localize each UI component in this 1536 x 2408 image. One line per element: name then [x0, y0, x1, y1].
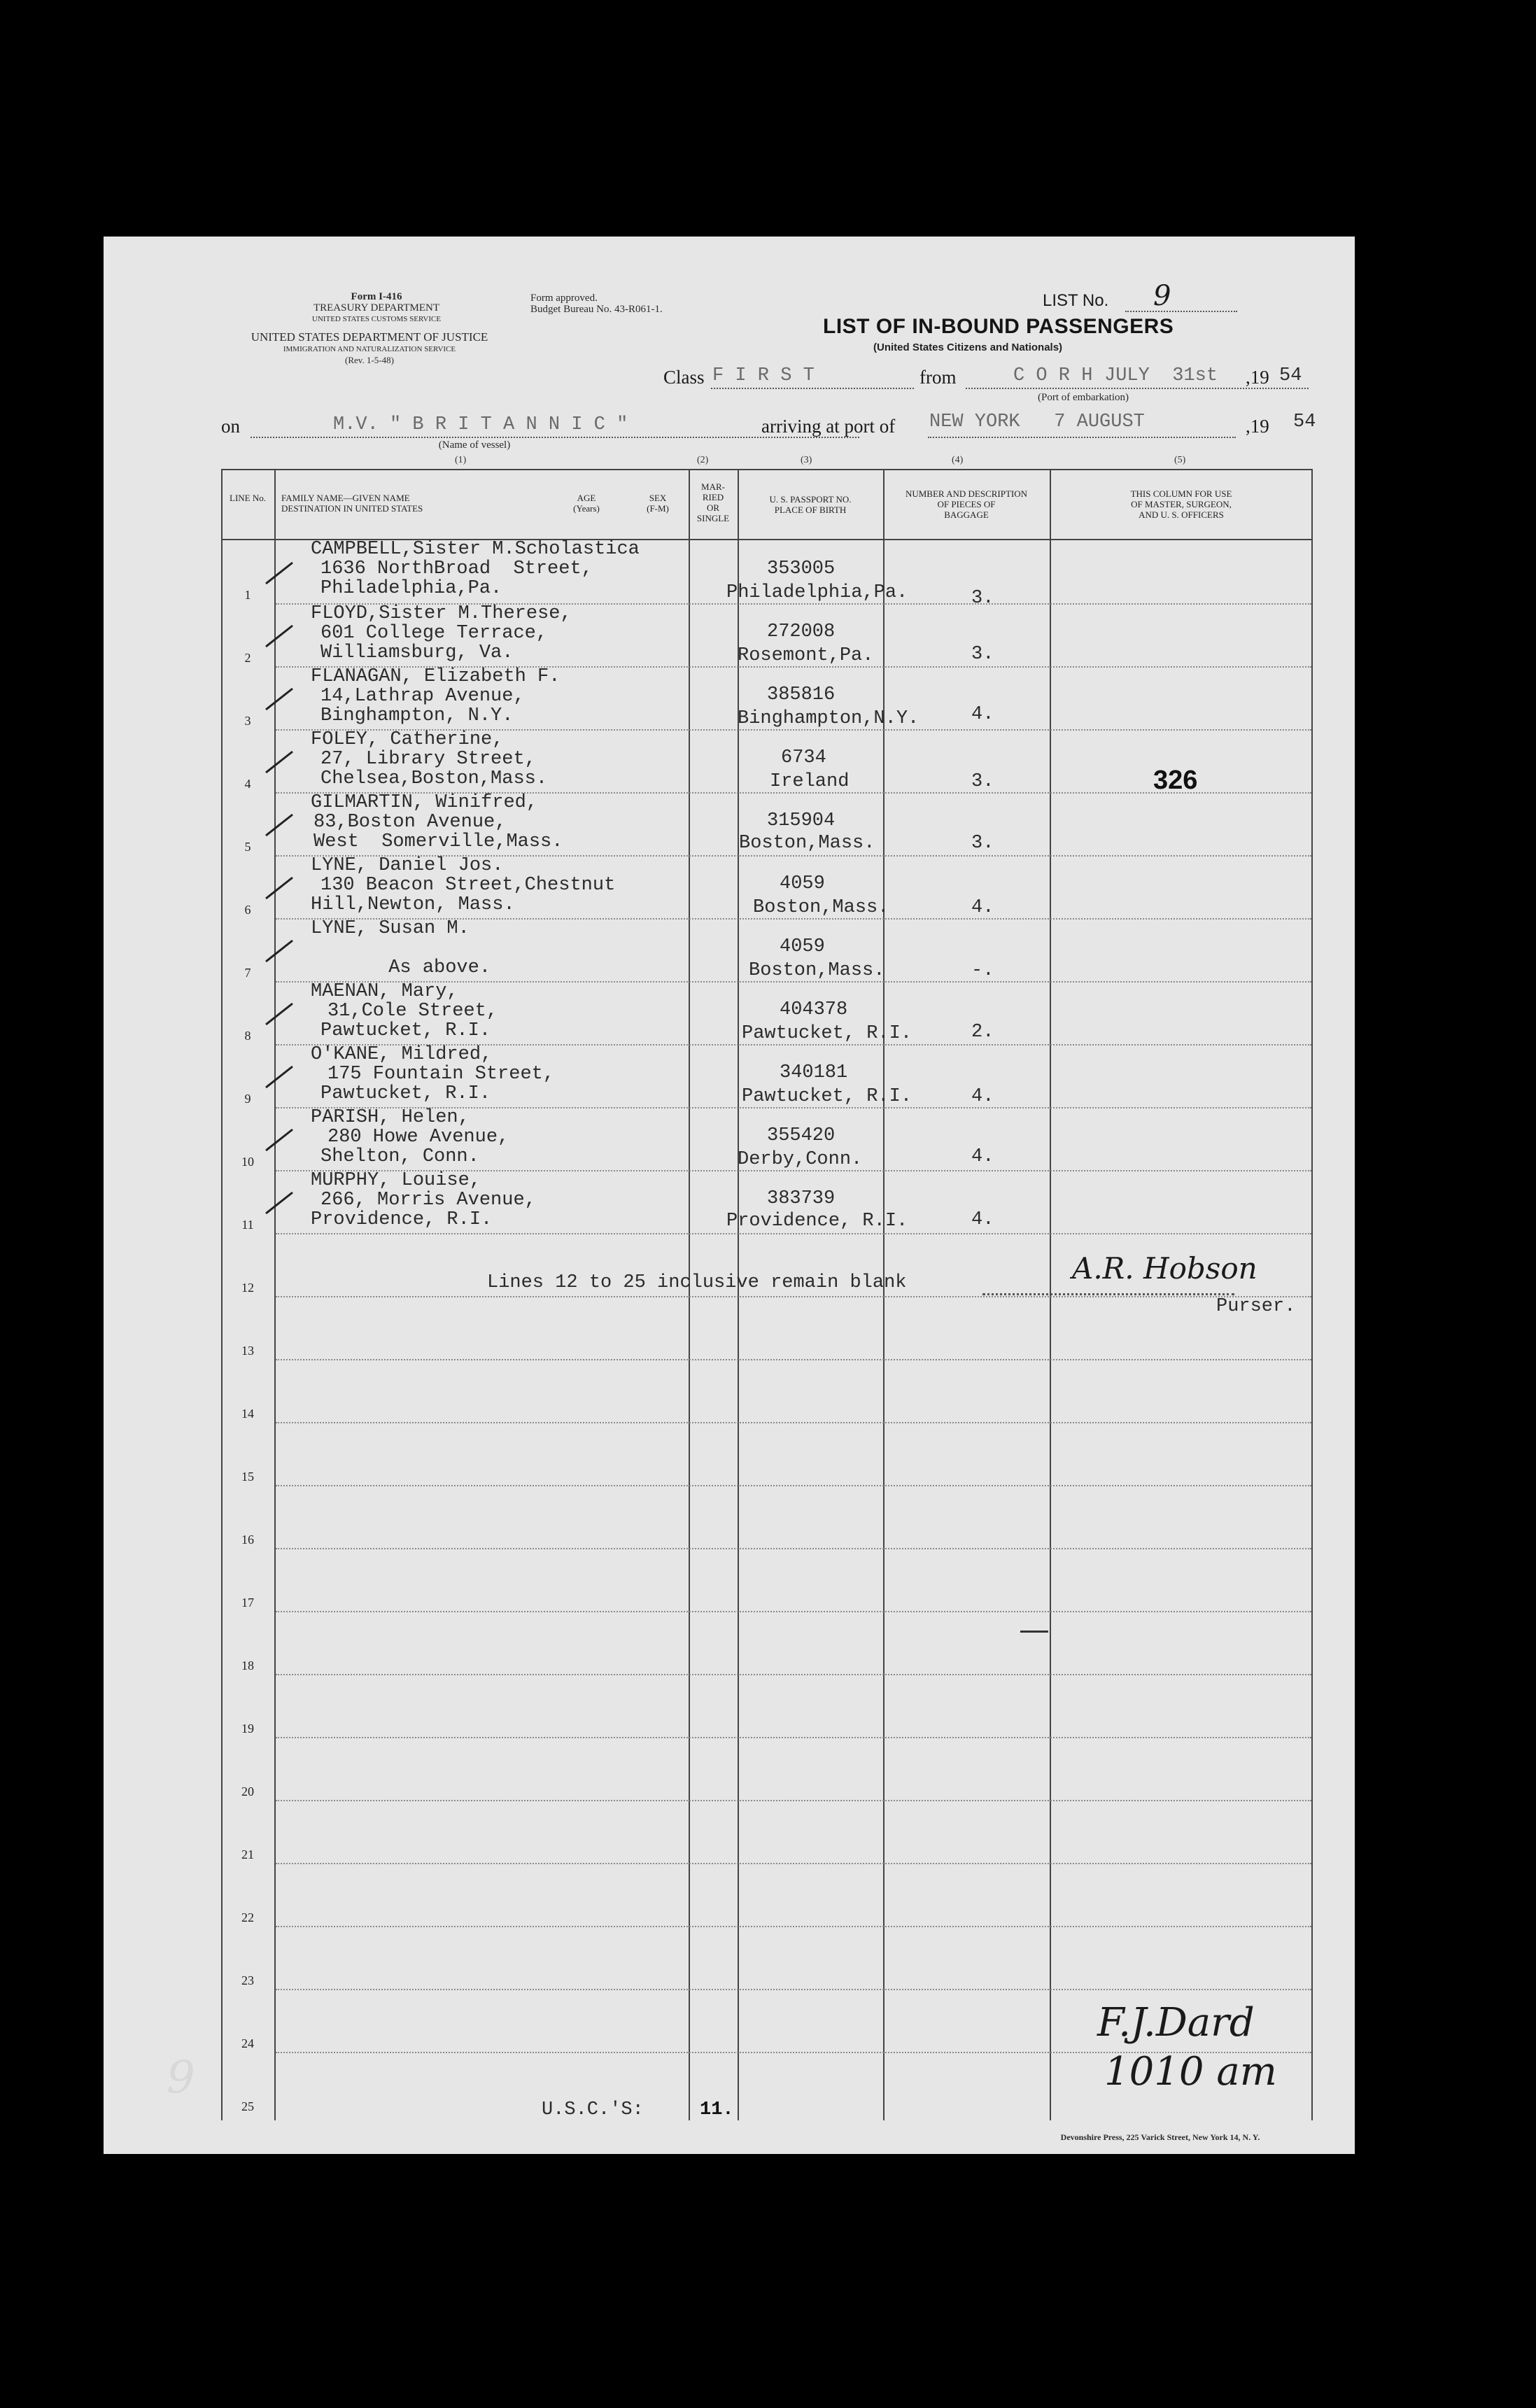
row-rule	[276, 1548, 1311, 1549]
line-number: 22	[241, 1910, 254, 1924]
year2-prefix: ,19	[1246, 416, 1269, 437]
passenger-city: Shelton, Conn.	[320, 1146, 479, 1167]
baggage-count: 3.	[971, 644, 994, 665]
manifest-page	[104, 237, 1355, 2154]
passenger-name: FLOYD,Sister M.Therese,	[311, 603, 572, 624]
officer-stamp: 326	[1153, 766, 1198, 795]
class-line	[711, 388, 914, 389]
line-number: 2	[244, 651, 251, 665]
arriving-label: arriving at port of	[761, 416, 896, 437]
passenger-city: Providence, R.I.	[311, 1209, 493, 1230]
checkmark-icon	[265, 1064, 307, 1089]
birthplace: Boston,Mass.	[753, 897, 889, 918]
approval-line-1: Form approved.	[530, 293, 598, 304]
line-number: 11	[241, 1218, 254, 1232]
passport-number: 4059	[780, 873, 825, 894]
passenger-city: Philadelphia,Pa.	[320, 578, 502, 599]
passenger-name: CAMPBELL,Sister M.Scholastica	[311, 539, 640, 560]
blank-note-leader	[982, 1293, 1234, 1295]
passenger-name: FOLEY, Catherine,	[311, 729, 504, 750]
passenger-city: As above.	[320, 957, 491, 978]
line-number: 3	[244, 714, 251, 728]
checkmark-icon	[265, 686, 307, 711]
birthplace: Boston,Mass.	[749, 960, 885, 981]
header-married: MAR- RIED OR SINGLE	[696, 481, 730, 523]
page-subtitle: (United States Citizens and Nationals)	[873, 342, 1063, 353]
baggage-count: 4.	[971, 897, 994, 918]
column-rule-married	[689, 469, 690, 2120]
checkmark-icon	[265, 623, 307, 648]
usc-total: 11.	[700, 2099, 734, 2120]
line-number: 25	[241, 2099, 254, 2113]
agency-line-1: TREASURY DEPARTMENT	[313, 302, 440, 314]
birthplace: Philadelphia,Pa.	[726, 582, 908, 603]
checkmark-icon	[265, 875, 307, 900]
row-rule	[276, 1611, 1311, 1612]
baggage-count: 4.	[971, 1209, 994, 1230]
line-number: 21	[241, 1847, 254, 1861]
passenger-address: 175 Fountain Street,	[327, 1064, 555, 1085]
passport-number: 353005	[767, 558, 836, 579]
passenger-name: MAENAN, Mary,	[311, 981, 458, 1002]
passenger-name: O'KANE, Mildred,	[311, 1044, 493, 1065]
line-number: 17	[241, 1596, 254, 1610]
year-prefix: ,19	[1246, 367, 1269, 388]
line-number: 10	[241, 1155, 254, 1169]
column-number-3: (3)	[801, 455, 812, 465]
passport-number: 315904	[767, 810, 836, 831]
row-rule	[276, 1926, 1311, 1927]
passport-number: 404378	[780, 999, 848, 1020]
header-line-no: LINE No.	[230, 493, 266, 503]
line-number: 6	[244, 903, 251, 917]
dash-mark	[1020, 1631, 1048, 1633]
baggage-count: 3.	[971, 588, 994, 609]
margin-mark: 9	[167, 2052, 195, 2104]
birthplace: Derby,Conn.	[738, 1149, 863, 1170]
line-number: 18	[241, 1659, 254, 1673]
class-label: Class	[663, 367, 705, 388]
passenger-name: FLANAGAN, Elizabeth F.	[311, 666, 561, 687]
passenger-city: West Somerville,Mass.	[313, 831, 563, 852]
passenger-address: 266, Morris Avenue,	[320, 1190, 536, 1211]
passenger-address: 14,Lathrap Avenue,	[320, 686, 525, 707]
passport-number: 6734	[781, 747, 826, 768]
line-number: 24	[241, 2036, 254, 2050]
passenger-city: Pawtucket, R.I.	[320, 1020, 491, 1041]
line-number: 14	[241, 1407, 254, 1421]
line-number: 9	[244, 1092, 251, 1106]
row-rule	[276, 1296, 1311, 1297]
dept-line-1: UNITED STATES DEPARTMENT OF JUSTICE	[251, 330, 488, 344]
birthplace: Binghampton,N.Y.	[738, 708, 920, 729]
row-rule	[276, 1422, 1311, 1423]
from-label: from	[920, 367, 957, 388]
passport-number: 383739	[767, 1188, 836, 1209]
checkmark-icon	[265, 1001, 307, 1026]
birthplace: Boston,Mass.	[739, 833, 875, 854]
line-number: 13	[241, 1344, 254, 1358]
birthplace: Rosemont,Pa.	[738, 645, 874, 666]
birthplace: Pawtucket, R.I.	[742, 1023, 913, 1044]
column-number-2: (2)	[697, 455, 709, 465]
line-number: 8	[244, 1029, 251, 1043]
embark-note: (Port of embarkation)	[1038, 392, 1129, 403]
baggage-count: 3.	[971, 771, 994, 792]
approval-line-2: Budget Bureau No. 43-R061-1.	[530, 304, 663, 315]
header-baggage: NUMBER AND DESCRIPTION OF PIECES OF BAGGAGE	[905, 488, 1028, 520]
purser-label: Purser.	[1216, 1296, 1296, 1317]
passport-number: 272008	[767, 621, 836, 642]
header-passport: U. S. PASSPORT NO. PLACE OF BIRTH	[769, 494, 852, 515]
checkmark-icon	[265, 560, 307, 585]
checkmark-icon	[265, 1127, 307, 1152]
on-label: on	[221, 416, 240, 437]
passenger-city: Williamsburg, Va.	[320, 642, 514, 663]
line-number: 16	[241, 1533, 254, 1547]
header-name: FAMILY NAME—GIVEN NAME DESTINATION IN UNITED STATES	[281, 493, 423, 514]
list-number-line	[1125, 311, 1237, 312]
column-number-1: (1)	[455, 455, 467, 465]
passenger-name: MURPHY, Louise,	[311, 1170, 481, 1191]
printer-imprint: Devonshire Press, 225 Varick Street, New York 14, N. Y.	[1060, 2132, 1260, 2142]
port-value: NEW YORK 7 AUGUST	[929, 411, 1145, 432]
page-title: LIST OF IN-BOUND PASSENGERS	[823, 315, 1174, 338]
checkmark-icon	[265, 812, 307, 837]
line-number: 20	[241, 1784, 254, 1798]
row-rule	[276, 1737, 1311, 1738]
agency-line-2: UNITED STATES CUSTOMS SERVICE	[311, 315, 442, 323]
checkmark-icon	[265, 938, 307, 963]
line-number: 1	[244, 588, 251, 602]
passenger-address: 31,Cole Street,	[327, 1001, 498, 1022]
passenger-address: 83,Boston Avenue,	[313, 812, 507, 833]
class-value: F I R S T	[712, 365, 815, 386]
column-number-5: (5)	[1174, 455, 1186, 465]
passport-number: 4059	[780, 936, 825, 957]
purser-signature: A.R. Hobson	[1072, 1251, 1257, 1286]
form-number: Form I-416	[351, 291, 402, 302]
passenger-address: 1636 NorthBroad Street,	[320, 558, 593, 579]
row-rule	[276, 1233, 1311, 1234]
year2-value: 54	[1293, 411, 1316, 432]
table-left-rule	[221, 469, 223, 2120]
dept-line-3: (Rev. 1-5-48)	[345, 355, 394, 365]
usc-label: U.S.C.'S:	[542, 2099, 644, 2120]
from-value: C O R H	[1013, 365, 1093, 386]
passenger-name: LYNE, Susan M.	[311, 918, 470, 939]
line-number: 19	[241, 1721, 254, 1735]
line-number: 7	[244, 966, 251, 980]
header-officers: THIS COLUMN FOR USE OF MASTER, SURGEON, AND U. S. OFFICERS	[1130, 488, 1232, 520]
passenger-city: Hill,Newton, Mass.	[311, 894, 515, 915]
table-top-rule	[221, 469, 1313, 470]
birthplace: Pawtucket, R.I.	[742, 1086, 913, 1107]
passenger-address: 280 Howe Avenue,	[327, 1127, 509, 1148]
passenger-name: GILMARTIN, Winifred,	[311, 792, 538, 813]
year-value: 54	[1279, 365, 1302, 386]
row-rule	[276, 1989, 1311, 1990]
row-rule	[276, 1485, 1311, 1486]
row-rule	[276, 1674, 1311, 1675]
dept-line-2: IMMIGRATION AND NATURALIZATION SERVICE	[283, 345, 456, 353]
baggage-count: 2.	[971, 1022, 994, 1043]
row-rule	[276, 1800, 1311, 1801]
checkmark-icon	[265, 1190, 307, 1215]
passenger-address: 27, Library Street,	[320, 749, 536, 770]
checkmark-icon	[265, 749, 307, 774]
passenger-name: PARISH, Helen,	[311, 1107, 470, 1128]
column-rule-lineno	[274, 469, 276, 2120]
list-number-value: 9	[1153, 280, 1171, 312]
baggage-count: 4.	[971, 704, 994, 725]
passenger-city: Binghampton, N.Y.	[320, 705, 514, 726]
line-number: 15	[241, 1470, 254, 1484]
port-line	[928, 437, 1236, 438]
passport-number: 385816	[767, 684, 836, 705]
passport-number: 355420	[767, 1125, 836, 1146]
table-right-rule	[1311, 469, 1313, 2120]
passenger-city: Chelsea,Boston,Mass.	[320, 768, 548, 789]
passenger-address: 601 College Terrace,	[320, 623, 548, 644]
baggage-count: 3.	[971, 833, 994, 854]
list-number-label: LIST No.	[1043, 291, 1109, 310]
line-number: 5	[244, 840, 251, 854]
baggage-count: 4.	[971, 1146, 994, 1167]
line-number: 23	[241, 1973, 254, 1987]
header-sex: SEX (F-M)	[647, 493, 669, 514]
line-number: 12	[241, 1281, 254, 1295]
birthplace: Providence, R.I.	[726, 1211, 908, 1232]
passenger-city: Pawtucket, R.I.	[320, 1083, 491, 1104]
line-number: 4	[244, 777, 251, 791]
row-rule	[276, 1359, 1311, 1360]
inspector-time: 1010 am	[1104, 2049, 1277, 2094]
header-age: AGE (Years)	[573, 493, 600, 514]
date-value: JULY 31st	[1104, 365, 1218, 386]
vessel-note: (Name of vessel)	[438, 439, 511, 451]
passenger-address: 130 Beacon Street,Chestnut	[320, 875, 616, 896]
passenger-name: LYNE, Daniel Jos.	[311, 855, 504, 876]
passport-number: 340181	[780, 1062, 848, 1083]
inspector-signature: F.J.Dard	[1097, 2000, 1255, 2046]
vessel-value: M.V. " B R I T A N N I C "	[333, 414, 628, 435]
blank-lines-note: Lines 12 to 25 inclusive remain blank	[487, 1272, 907, 1293]
row-rule	[276, 1863, 1311, 1864]
birthplace: Ireland	[770, 771, 850, 792]
baggage-count: -.	[971, 960, 994, 981]
baggage-count: 4.	[971, 1086, 994, 1107]
column-number-4: (4)	[952, 455, 964, 465]
